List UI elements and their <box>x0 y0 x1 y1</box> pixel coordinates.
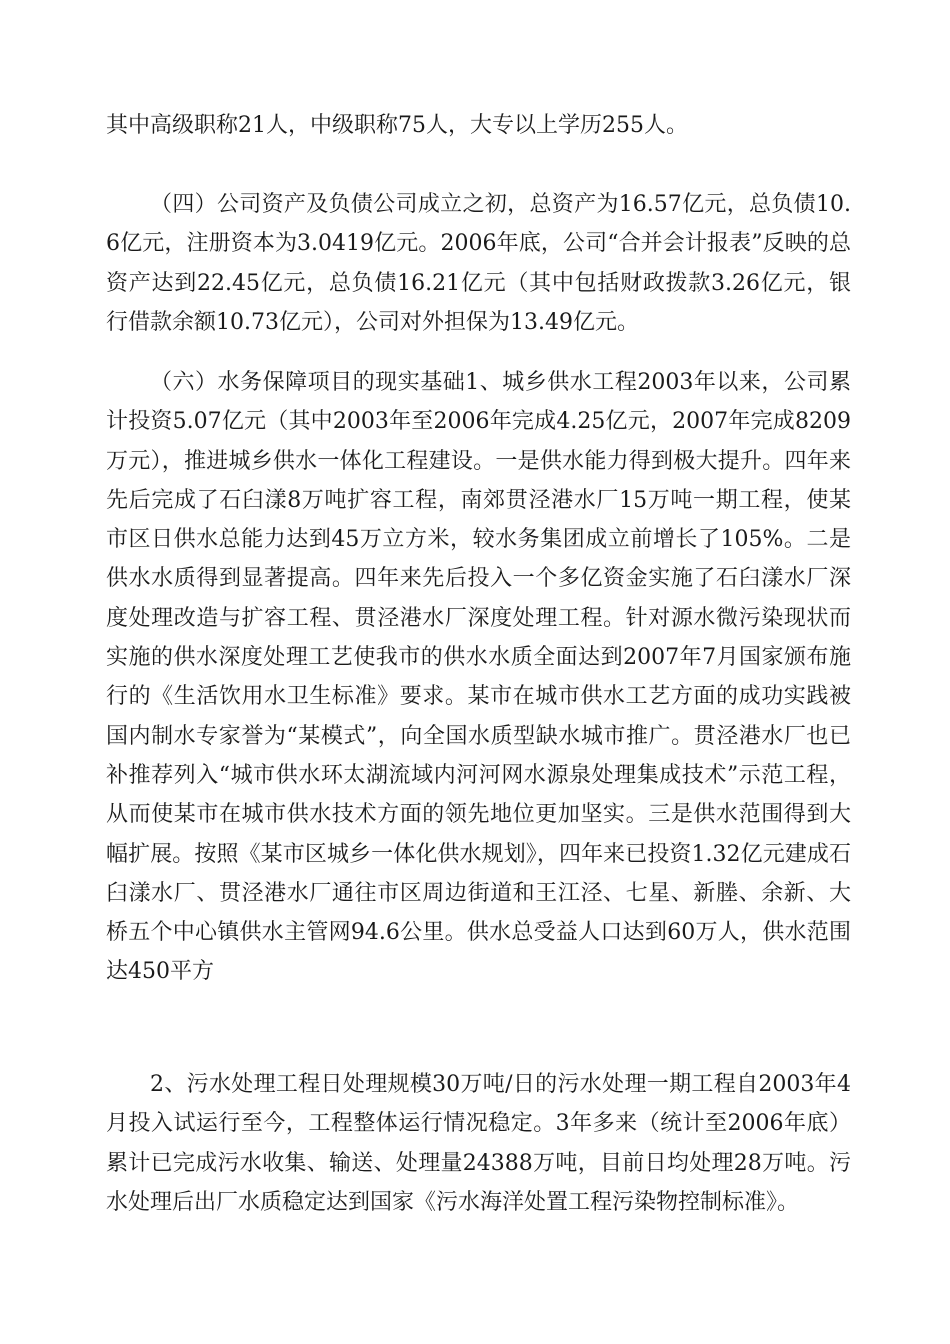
paragraph-sewage-treatment-project: 2、污水处理工程日处理规模30万吨/日的污水处理一期工程自2003年4月投入试运行至今，工程整体运行情况稳定。3年多来（统计至2006年底）累计已完成污水收集、输送、处理量24388万吨，目前日均处理28万吨。污水处理后出厂水质稳定达到国家《污水海洋处置工程污染物控制标准》。 <box>106 1072 851 1215</box>
paragraph-assets-liabilities: （四）公司资产及负债公司成立之初，总资产为16.57亿元，总负债10.6亿元，注册资本为3.0419亿元。2006年底，公司“合并会计报表”反映的总资产达到22.45亿元，总负债16.21亿元（其中包括财政拨款3.26亿元，银行借款余额10.73亿元），公司对外担保为13.49亿元。 <box>106 192 851 335</box>
paragraph-staff-qualifications: 其中高级职称21人，中级职称75人，大专以上学历255人。 <box>106 113 688 138</box>
paragraph-water-supply-project: （六）水务保障项目的现实基础1、城乡供水工程2003年以来，公司累计投资5.07亿元（其中2003年至2006年完成4.25亿元，2007年完成8209万元），推进城乡供水一体化工程建设。一是供水能力得到极大提升。四年来先后完成了石臼漾8万吨扩容工程，南郊贯泾港水厂15万吨一期工程，使某市区日供水总能力达到45万立方米，较水务集团成立前增长了105%。二是供水水质得到显著提高。四年来先后投入一个多亿资金实施了石臼漾水厂深度处理改造与扩容工程、贯泾港水厂深度处理工程。针对源水微污染现状而实施的供水深度处理工艺使我市的供水水质全面达到2007年7月国家颁布施行的《生活饮用水卫生标准》要求。某市在城市供水工艺方面的成功实践被国内制水专家誉为“某模式”，向全国水质型缺水城市推广。贯泾港水厂也已补推荐列入“城市供水环太湖流域内河河网水源泉处理集成技术”示范工程，从而使某市在城市供水技术方面的领先地位更加坚实。三是供水范围得到大幅扩展。按照《某市区城乡一体化供水规划》，四年来已投资1.32亿元建成石臼漾水厂、贯泾港水厂通往市区周边街道和王江泾、七星、新塍、余新、大桥五个中心镇供水主管网94.6公里。供水总受益人口达到60万人，供水范围达450平方 <box>106 370 851 985</box>
